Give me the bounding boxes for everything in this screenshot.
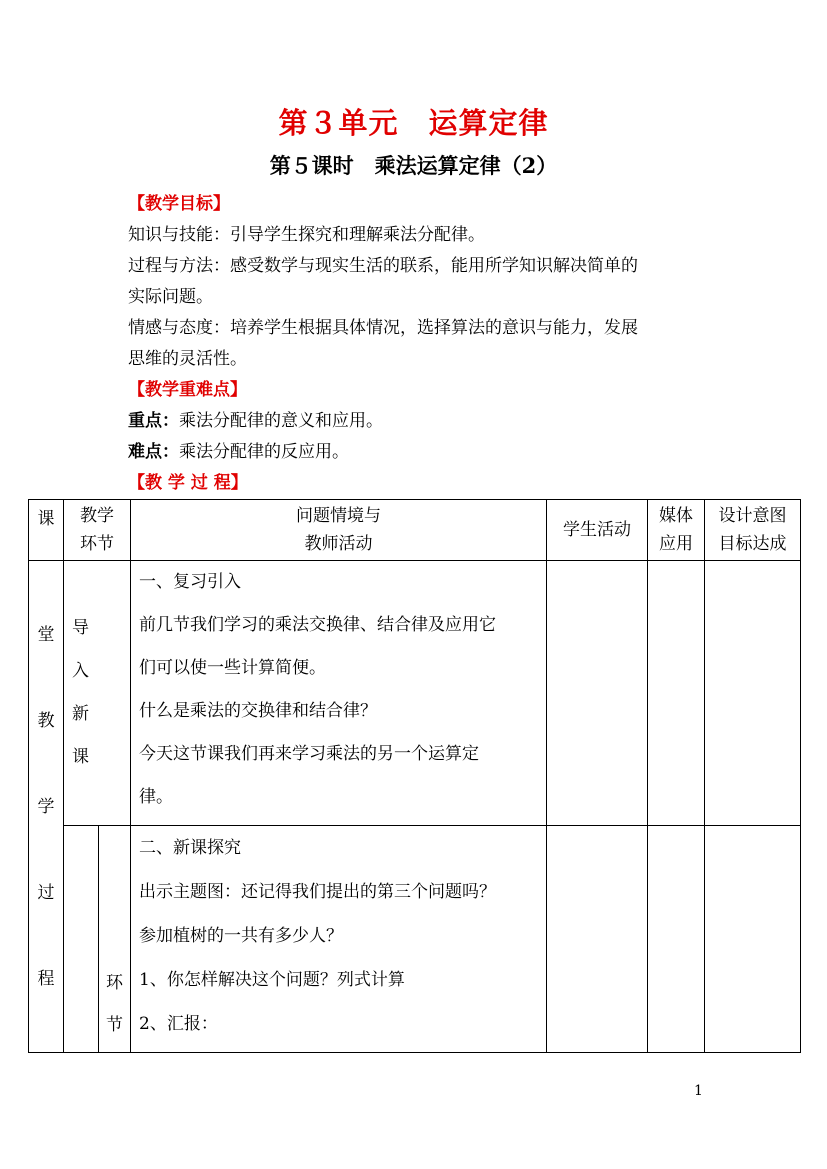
objective-line: 思维的灵活性。: [128, 349, 247, 369]
student-activity-cell: [547, 561, 648, 826]
content-line: 参加植树的一共有多少人？: [139, 926, 343, 946]
objective-line: 情感与态度：培养学生根据具体情况，选择算法的意识与能力，发展: [128, 318, 638, 338]
media-cell: [648, 561, 705, 826]
stage-label-cell: [64, 561, 131, 826]
table-row: [29, 826, 801, 1053]
sub-stage-label-cell: [99, 826, 131, 1053]
content-line: 今天这节课我们再来学习乘法的另一个运算定: [139, 744, 479, 764]
stage-char: 环: [106, 973, 123, 993]
objective-line: 知识与技能：引导学生探究和理解乘法分配律。: [128, 225, 485, 245]
header-text: 教师活动: [304, 534, 373, 554]
content-line: 2、汇报：: [139, 1014, 218, 1034]
keypoint-text: 乘法分配律的意义和应用。: [179, 411, 383, 431]
design-cell: [705, 826, 801, 1053]
difficulty-label: 难点：: [128, 442, 179, 462]
student-activity-cell: [547, 826, 648, 1053]
objectives-section: [128, 189, 708, 499]
content-line: 二、新课探究: [139, 838, 241, 858]
page-number: 1: [694, 1083, 703, 1099]
objectives-heading: 【教学目标】: [128, 194, 230, 214]
header-text: 问题情境与: [296, 506, 381, 526]
header-cell-lesson: [29, 500, 64, 561]
stage-char: 节: [106, 1015, 123, 1035]
keypoints-heading: 【教学重难点】: [128, 380, 247, 400]
header-cell-design: [705, 500, 801, 561]
design-cell: [705, 561, 801, 826]
table-header-row: [29, 500, 801, 561]
header-text: 设计意图: [718, 506, 787, 526]
difficulty-line: [128, 437, 708, 468]
stage-char: 课: [72, 747, 89, 767]
content-line: 一、复习引入: [139, 572, 241, 592]
header-cell-media: [648, 500, 705, 561]
header-cell-teacher: [131, 500, 547, 561]
objective-line: 实际问题。: [128, 287, 213, 307]
lesson-process-table: [28, 499, 801, 1053]
header-text: 课: [37, 509, 55, 529]
header-text: 应用: [659, 534, 693, 554]
header-cell-stage: [64, 500, 131, 561]
header-text: 环节: [80, 534, 114, 554]
side-char: 堂: [37, 624, 55, 645]
header-text: 目标达成: [718, 534, 787, 554]
side-char: 程: [37, 968, 55, 989]
header-text: 媒体: [659, 506, 693, 526]
content-line: 什么是乘法的交换律和结合律？: [139, 701, 377, 721]
teacher-activity-cell: [131, 826, 547, 1053]
side-char: 过: [37, 882, 55, 903]
content-line: 1、你怎样解决这个问题？列式计算: [139, 970, 405, 990]
objective-line: 过程与方法：感受数学与现实生活的联系，能用所学知识解决简单的: [128, 256, 638, 276]
keypoint-line: [128, 406, 708, 437]
stage-char: 入: [72, 661, 89, 681]
content-line: 们可以使一些计算简便。: [139, 658, 326, 678]
stage-label-cell: [64, 826, 99, 1053]
teacher-activity-cell: [131, 561, 547, 826]
difficulty-text: 乘法分配律的反应用。: [179, 442, 349, 462]
content-line: 律。: [139, 787, 173, 807]
content-line: 出示主题图：还记得我们提出的第三个问题吗？: [139, 882, 496, 902]
content-line: 前几节我们学习的乘法交换律、结合律及应用它: [139, 615, 496, 635]
header-text: 学生活动: [563, 520, 631, 540]
keypoint-label: 重点：: [128, 411, 179, 431]
stage-char: 新: [72, 704, 89, 724]
side-char: 学: [37, 796, 55, 817]
media-cell: [648, 826, 705, 1053]
side-char: 教: [37, 710, 55, 731]
side-label-cell: [29, 561, 64, 1053]
lesson-subtitle: 第５课时 乘法运算定律（2）: [269, 153, 558, 178]
table-row: [29, 561, 801, 826]
header-text: 教学: [80, 506, 114, 526]
process-heading: 【教 学 过 程】: [128, 473, 248, 493]
stage-char: 导: [72, 618, 89, 638]
document-title: 第３单元 运算定律: [278, 106, 549, 140]
header-cell-student: [547, 500, 648, 561]
